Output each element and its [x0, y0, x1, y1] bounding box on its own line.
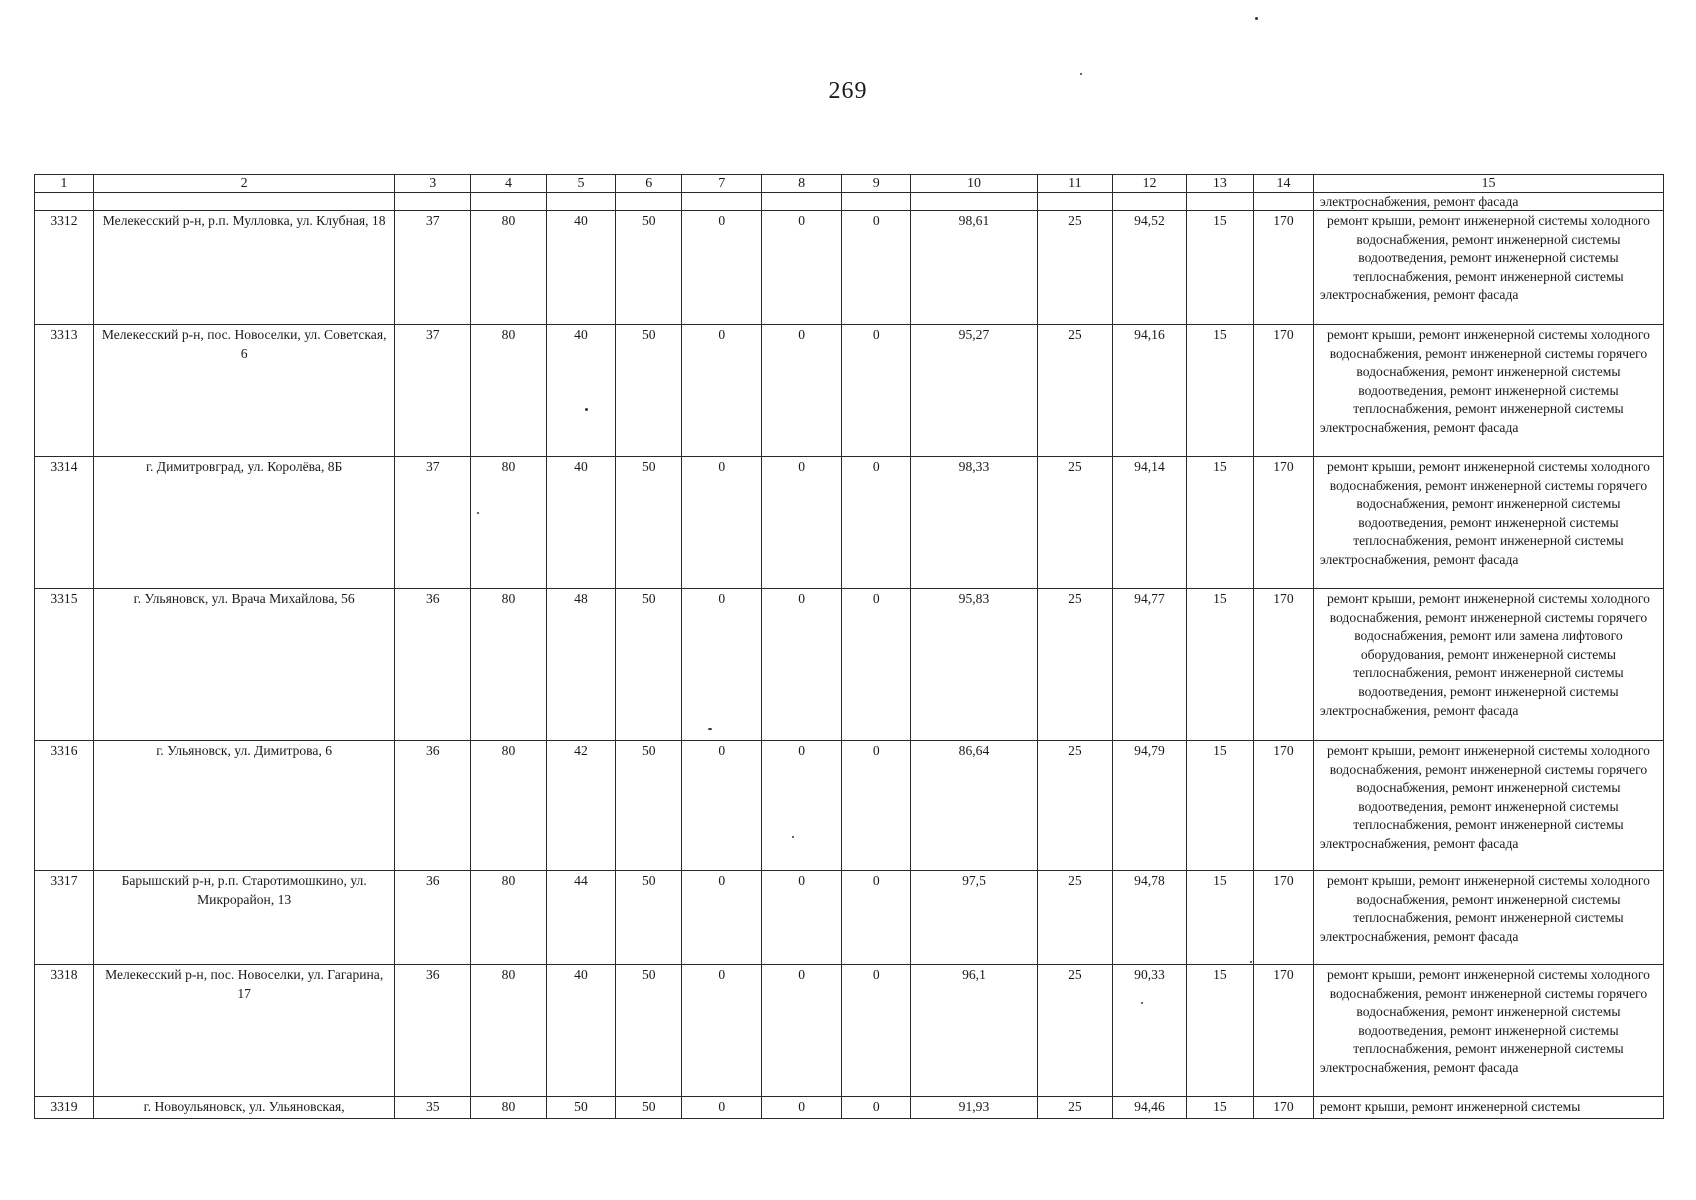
value-cell-c5: 42 [546, 741, 615, 871]
value-cell-c6: 50 [616, 871, 682, 965]
value-cell-c10: 96,1 [911, 965, 1037, 1097]
value-cell-c14: 170 [1254, 211, 1314, 325]
value-cell-c12: 94,14 [1113, 457, 1187, 589]
value-cell-c10: 95,83 [911, 589, 1037, 741]
value-cell-c3: 36 [395, 965, 471, 1097]
value-cell-c10: 91,93 [911, 1097, 1037, 1119]
value-cell-c13: 15 [1186, 325, 1253, 457]
works-cell: ремонт крыши, ремонт инженерной системы холодного водоснабжения, ремонт инженерной системы горячего водоснабжения, ремонт инженерной системы водоотведения, ремонт инженерной системы теплоснабжения, ремонт инженерной системы электроснабжения, ремонт фасада [1313, 741, 1663, 871]
scan-speck [1250, 961, 1252, 963]
value-cell-c3: 37 [395, 325, 471, 457]
value-cell-c12: 94,78 [1113, 871, 1187, 965]
row-number: 3318 [35, 965, 94, 1097]
row-number: 3315 [35, 589, 94, 741]
value-cell-c11: 25 [1037, 1097, 1113, 1119]
value-cell-c3: 37 [395, 457, 471, 589]
value-cell-c11: 25 [1037, 965, 1113, 1097]
row-number: 3316 [35, 741, 94, 871]
column-number: 1 [35, 175, 94, 193]
value-cell-c5: 44 [546, 871, 615, 965]
column-number: 5 [546, 175, 615, 193]
page-number: 269 [828, 78, 868, 104]
value-cell-c5: 40 [546, 325, 615, 457]
value-cell-c7: 0 [682, 965, 762, 1097]
column-number: 8 [762, 175, 842, 193]
works-cell: ремонт крыши, ремонт инженерной системы холодного водоснабжения, ремонт инженерной системы теплоснабжения, ремонт инженерной системы электроснабжения, ремонт фасада [1313, 871, 1663, 965]
value-cell-c13: 15 [1186, 965, 1253, 1097]
value-cell-c8: 0 [762, 211, 842, 325]
value-cell-c14: 170 [1254, 871, 1314, 965]
value-cell-c9: 0 [842, 965, 911, 1097]
value-cell-c10: 86,64 [911, 741, 1037, 871]
value-cell-c8: 0 [762, 325, 842, 457]
value-cell-c10: 98,33 [911, 457, 1037, 589]
value-cell-c11: 25 [1037, 741, 1113, 871]
value-cell-c7: 0 [682, 741, 762, 871]
address-cell: г. Ульяновск, ул. Димитрова, 6 [93, 741, 395, 871]
value-cell-c5: 40 [546, 965, 615, 1097]
value-cell-c7: 0 [682, 211, 762, 325]
value-cell-c7: 0 [682, 871, 762, 965]
value-cell-c9: 0 [842, 1097, 911, 1119]
address-cell: г. Новоульяновск, ул. Ульяновская, [93, 1097, 395, 1119]
value-cell-c4: 80 [471, 1097, 547, 1119]
value-cell-c9: 0 [842, 457, 911, 589]
value-cell-c13: 15 [1186, 457, 1253, 589]
table-row [35, 965, 1664, 1097]
column-number: 3 [395, 175, 471, 193]
value-cell-c11: 25 [1037, 589, 1113, 741]
value-cell-c4: 80 [471, 457, 547, 589]
row-number: 3317 [35, 871, 94, 965]
address-cell: Мелекесский р-н, пос. Новоселки, ул. Гагарина, 17 [93, 965, 395, 1097]
address-cell: г. Димитровград, ул. Королёва, 8Б [93, 457, 395, 589]
value-cell-c8: 0 [762, 457, 842, 589]
carryover-row [35, 193, 1664, 211]
column-number: 12 [1113, 175, 1187, 193]
column-number: 4 [471, 175, 547, 193]
value-cell-c11: 25 [1037, 211, 1113, 325]
value-cell-c14: 170 [1254, 457, 1314, 589]
scan-speck [477, 512, 479, 514]
scan-speck [792, 836, 794, 838]
value-cell-c5: 48 [546, 589, 615, 741]
column-number: 13 [1186, 175, 1253, 193]
value-cell-c5: 40 [546, 457, 615, 589]
row-number: 3312 [35, 211, 94, 325]
value-cell-c8: 0 [762, 741, 842, 871]
table-row [35, 325, 1664, 457]
value-cell-c8: 0 [762, 871, 842, 965]
scan-speck [1255, 17, 1258, 20]
column-number: 7 [682, 175, 762, 193]
column-number: 14 [1254, 175, 1314, 193]
value-cell-c13: 15 [1186, 589, 1253, 741]
value-cell-c12: 94,77 [1113, 589, 1187, 741]
value-cell-c8: 0 [762, 965, 842, 1097]
works-cell: ремонт крыши, ремонт инженерной системы холодного водоснабжения, ремонт инженерной системы горячего водоснабжения, ремонт инженерной системы водоотведения, ремонт инженерной системы теплоснабжения, ремонт инженерной системы электроснабжения, ремонт фасада [1313, 325, 1663, 457]
value-cell-c6: 50 [616, 1097, 682, 1119]
value-cell-c12: 94,46 [1113, 1097, 1187, 1119]
carryover-works-text: электроснабжения, ремонт фасада [1313, 193, 1663, 211]
address-cell: Мелекесский р-н, р.п. Мулловка, ул. Клубная, 18 [93, 211, 395, 325]
value-cell-c13: 15 [1186, 211, 1253, 325]
value-cell-c4: 80 [471, 871, 547, 965]
address-cell: Барышский р-н, р.п. Старотимошкино, ул. Микрорайон, 13 [93, 871, 395, 965]
value-cell-c6: 50 [616, 211, 682, 325]
value-cell-c6: 50 [616, 965, 682, 1097]
value-cell-c9: 0 [842, 325, 911, 457]
table-row [35, 741, 1664, 871]
value-cell-c11: 25 [1037, 457, 1113, 589]
value-cell-c14: 170 [1254, 1097, 1314, 1119]
address-cell: Мелекесский р-н, пос. Новоселки, ул. Советская, 6 [93, 325, 395, 457]
value-cell-c4: 80 [471, 325, 547, 457]
column-number: 15 [1313, 175, 1663, 193]
value-cell-c10: 95,27 [911, 325, 1037, 457]
works-cell: ремонт крыши, ремонт инженерной системы холодного водоснабжения, ремонт инженерной системы горячего водоснабжения, ремонт или замена лифтового оборудования, ремонт инженерной системы теплоснабжения, ремонт инженерной системы водоотведения, ремонт инженерной системы электроснабжения, ремонт фасада [1313, 589, 1663, 741]
value-cell-c13: 15 [1186, 741, 1253, 871]
works-cell: ремонт крыши, ремонт инженерной системы холодного водоснабжения, ремонт инженерной системы водоотведения, ремонт инженерной системы теплоснабжения, ремонт инженерной системы электроснабжения, ремонт фасада [1313, 211, 1663, 325]
value-cell-c9: 0 [842, 589, 911, 741]
scan-speck [1080, 73, 1082, 75]
value-cell-c7: 0 [682, 325, 762, 457]
value-cell-c10: 97,5 [911, 871, 1037, 965]
table-row [35, 871, 1664, 965]
value-cell-c4: 80 [471, 741, 547, 871]
value-cell-c12: 94,16 [1113, 325, 1187, 457]
column-number-row [35, 175, 1664, 193]
row-number: 3313 [35, 325, 94, 457]
value-cell-c4: 80 [471, 589, 547, 741]
works-cell: ремонт крыши, ремонт инженерной системы холодного водоснабжения, ремонт инженерной системы горячего водоснабжения, ремонт инженерной системы водоотведения, ремонт инженерной системы теплоснабжения, ремонт инженерной системы электроснабжения, ремонт фасада [1313, 457, 1663, 589]
value-cell-c9: 0 [842, 211, 911, 325]
scan-speck [708, 728, 712, 730]
value-cell-c3: 36 [395, 741, 471, 871]
value-cell-c4: 80 [471, 211, 547, 325]
value-cell-c3: 35 [395, 1097, 471, 1119]
value-cell-c3: 36 [395, 589, 471, 741]
works-cell: ремонт крыши, ремонт инженерной системы холодного водоснабжения, ремонт инженерной системы горячего водоснабжения, ремонт инженерной системы водоотведения, ремонт инженерной системы теплоснабжения, ремонт инженерной системы электроснабжения, ремонт фасада [1313, 965, 1663, 1097]
value-cell-c14: 170 [1254, 325, 1314, 457]
value-cell-c9: 0 [842, 741, 911, 871]
value-cell-c9: 0 [842, 871, 911, 965]
value-cell-c6: 50 [616, 457, 682, 589]
value-cell-c5: 50 [546, 1097, 615, 1119]
column-number: 10 [911, 175, 1037, 193]
value-cell-c13: 15 [1186, 1097, 1253, 1119]
value-cell-c12: 94,52 [1113, 211, 1187, 325]
value-cell-c5: 40 [546, 211, 615, 325]
value-cell-c6: 50 [616, 741, 682, 871]
address-cell: г. Ульяновск, ул. Врача Михайлова, 56 [93, 589, 395, 741]
scan-speck [1141, 1002, 1143, 1004]
value-cell-c11: 25 [1037, 325, 1113, 457]
value-cell-c7: 0 [682, 589, 762, 741]
value-cell-c4: 80 [471, 965, 547, 1097]
value-cell-c12: 90,33 [1113, 965, 1187, 1097]
value-cell-c14: 170 [1254, 589, 1314, 741]
column-number: 6 [616, 175, 682, 193]
value-cell-c3: 37 [395, 211, 471, 325]
value-cell-c8: 0 [762, 589, 842, 741]
value-cell-c11: 25 [1037, 871, 1113, 965]
row-number: 3314 [35, 457, 94, 589]
table-row [35, 589, 1664, 741]
value-cell-c3: 36 [395, 871, 471, 965]
value-cell-c7: 0 [682, 457, 762, 589]
repair-schedule-table [34, 174, 1664, 1119]
table-row [35, 457, 1664, 589]
value-cell-c14: 170 [1254, 741, 1314, 871]
table-row [35, 211, 1664, 325]
value-cell-c6: 50 [616, 589, 682, 741]
column-number: 9 [842, 175, 911, 193]
value-cell-c13: 15 [1186, 871, 1253, 965]
value-cell-c8: 0 [762, 1097, 842, 1119]
row-number: 3319 [35, 1097, 94, 1119]
column-number: 11 [1037, 175, 1113, 193]
column-number: 2 [93, 175, 395, 193]
works-cell: ремонт крыши, ремонт инженерной системы [1313, 1097, 1663, 1119]
table-row [35, 1097, 1664, 1119]
value-cell-c7: 0 [682, 1097, 762, 1119]
value-cell-c6: 50 [616, 325, 682, 457]
value-cell-c14: 170 [1254, 965, 1314, 1097]
value-cell-c12: 94,79 [1113, 741, 1187, 871]
scan-speck [585, 408, 588, 411]
value-cell-c10: 98,61 [911, 211, 1037, 325]
